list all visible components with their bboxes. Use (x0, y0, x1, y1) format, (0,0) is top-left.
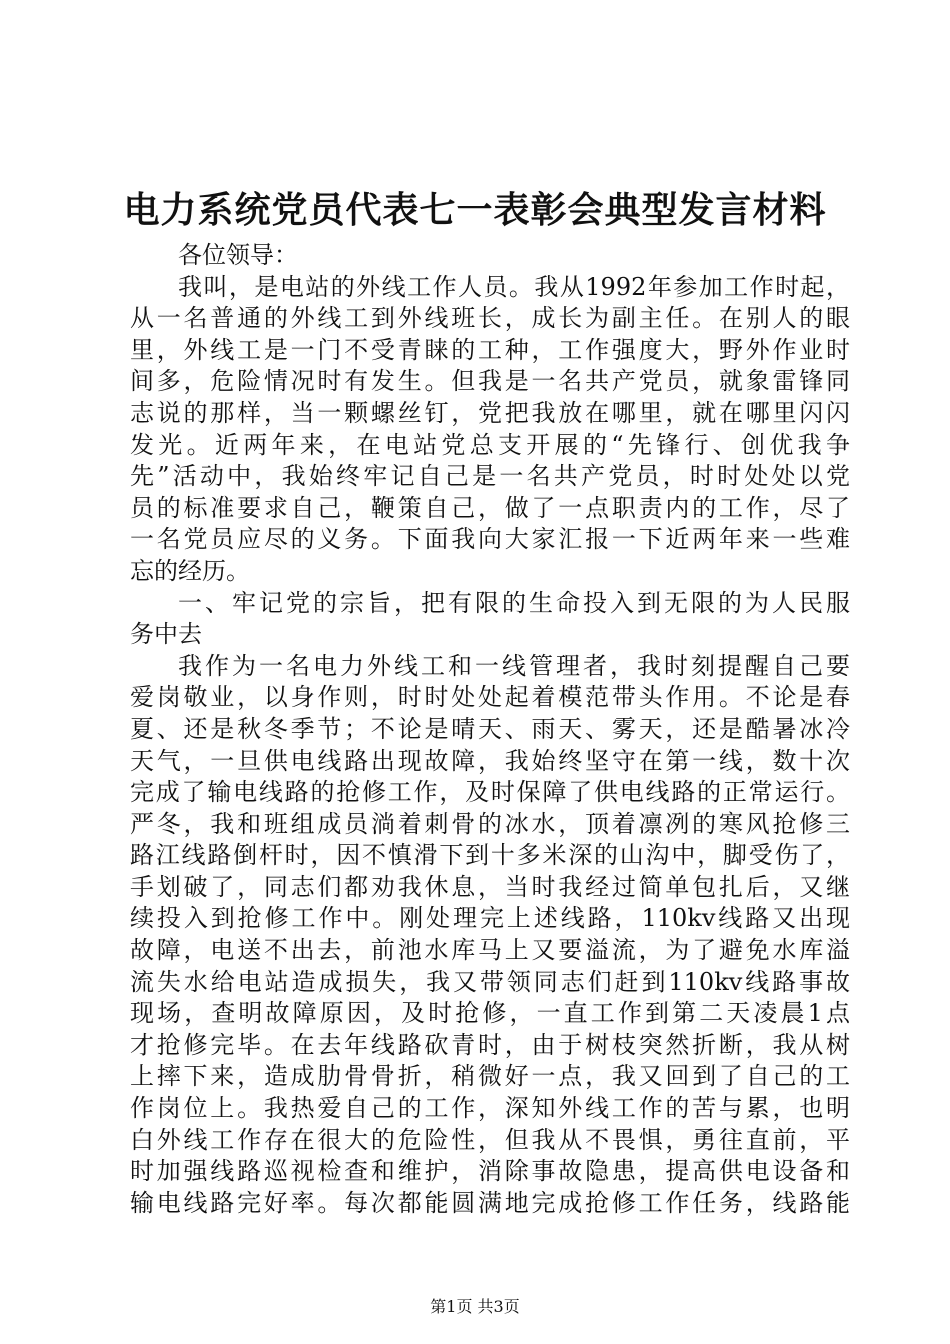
paragraph-line: 输电线路完好率。每次都能圆满地完成抢修工作任务，线路能 (130, 1188, 850, 1217)
paragraph-line: 里，外线工是一门不受青睐的工种，工作强度大，野外作业时 (130, 335, 850, 364)
paragraph-line: 天气，一旦供电线路出现故障，我始终坚守在第一线，数十次 (130, 746, 850, 775)
paragraph-line: 流失水给电站造成损失，我又带领同志们赶到110kv线路事故 (130, 967, 850, 996)
paragraph-line: 发光。近两年来，在电站党总支开展的“先锋行、创优我争 (130, 430, 850, 459)
paragraph-line: 爱岗敬业，以身作则，时时处处起着模范带头作用。不论是春 (130, 683, 850, 712)
paragraph-line: 忘的经历。 (130, 556, 250, 585)
document-body (130, 240, 850, 1219)
paragraph-line: 现场，查明故障原因，及时抢修，一直工作到第二天凌晨1点 (130, 999, 850, 1028)
paragraph-line: 志说的那样，当一颗螺丝钉，党把我放在哪里，就在哪里闪闪 (130, 398, 850, 427)
paragraph-line: 员的标准要求自己，鞭策自己，做了一点职责内的工作，尽了 (130, 493, 850, 522)
section-heading-line: 务中去 (130, 620, 202, 649)
paragraph-line: 故障，电送不出去，前池水库马上又要溢流，为了避免水库溢 (130, 936, 850, 965)
paragraph-line: 我作为一名电力外线工和一线管理者，我时刻提醒自己要 (178, 651, 850, 680)
paragraph-line: 才抢修完毕。在去年线路砍青时，由于树枝突然折断，我从树 (130, 1030, 850, 1059)
paragraph-line: 上摔下来，造成肋骨骨折，稍微好一点，我又回到了自己的工 (130, 1062, 850, 1091)
paragraph-line: 我叫，是电站的外线工作人员。我从1992年参加工作时起， (178, 272, 850, 301)
paragraph-line: 作岗位上。我热爱自己的工作，深知外线工作的苦与累，也明 (130, 1094, 850, 1123)
paragraph-line: 间多，危险情况时有发生。但我是一名共产党员，就象雷锋同 (130, 367, 850, 396)
paragraph-line: 一名党员应尽的义务。下面我向大家汇报一下近两年来一些难 (130, 525, 850, 554)
page-number-footer: 第1页 共3页 (430, 1297, 520, 1316)
paragraph-line: 严冬，我和班组成员淌着刺骨的冰水，顶着凛冽的寒风抢修三 (130, 809, 850, 838)
paragraph-line: 路江线路倒杆时，因不慎滑下到十多米深的山沟中，脚受伤了， (130, 841, 850, 870)
section-heading-line: 一、牢记党的宗旨，把有限的生命投入到无限的为人民服 (178, 588, 850, 617)
paragraph-line: 夏、还是秋冬季节；不论是晴天、雨天、雾天，还是酷暑冰冷 (130, 714, 850, 743)
paragraph-line: 手划破了，同志们都劝我休息，当时我经过简单包扎后，又继 (130, 872, 850, 901)
paragraph-line: 续投入到抢修工作中。刚处理完上述线路，110kv线路又出现 (130, 904, 850, 933)
paragraph-line: 白外线工作存在很大的危险性，但我从不畏惧，勇往直前，平 (130, 1125, 850, 1154)
paragraph-line: 时加强线路巡视检查和维护，消除事故隐患，提高供电设备和 (130, 1157, 850, 1186)
paragraph-line: 从一名普通的外线工到外线班长，成长为副主任。在别人的眼 (130, 304, 850, 333)
paragraph-line: 完成了输电线路的抢修工作，及时保障了供电线路的正常运行。 (130, 778, 850, 807)
page-title: 电力系统党员代表七一表彰会典型发言材料 (123, 189, 827, 231)
paragraph-line: 先”活动中，我始终牢记自己是一名共产党员，时时处处以党 (130, 462, 850, 491)
salutation-line: 各位领导： (178, 241, 298, 269)
